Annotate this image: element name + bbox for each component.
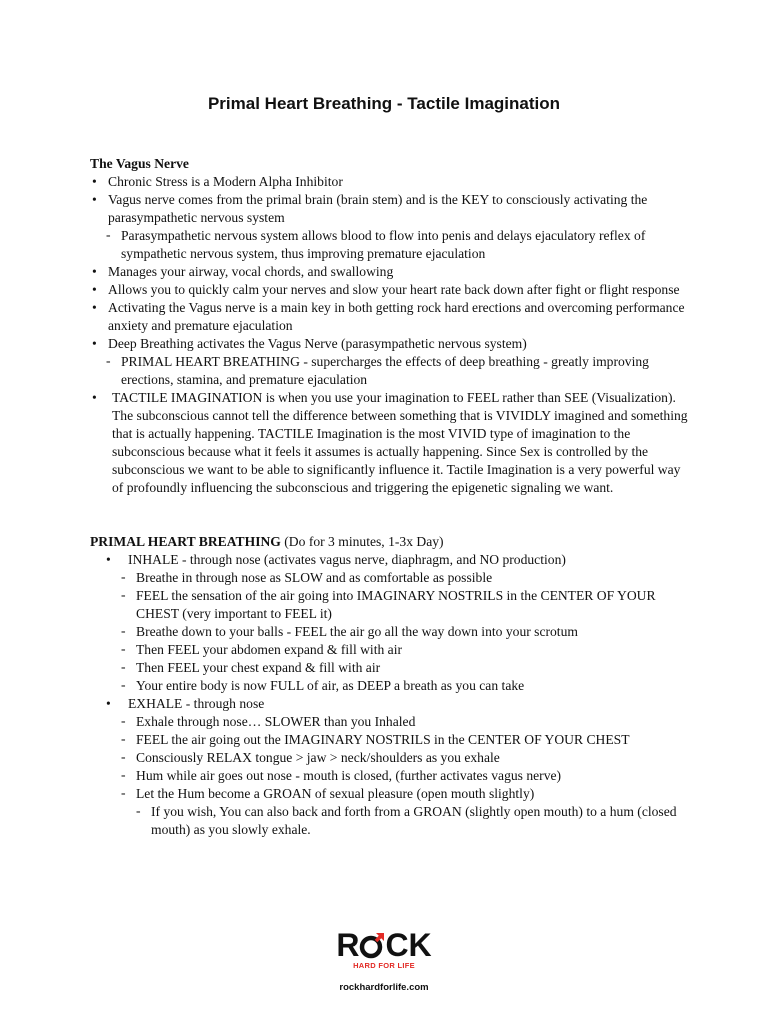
inhale-step: - Breathe down to your balls - FEEL the air go all the way down into your scrotum (90, 623, 690, 641)
logo-male-symbol-icon (359, 932, 385, 958)
document-body (90, 155, 690, 839)
inhale-step: - Then FEEL your abdomen expand & fill with air (90, 641, 690, 659)
inhale-item: • INHALE - through nose (activates vagus nerve, diaphragm, and NO production) (90, 551, 690, 569)
list-item: • Allows you to quickly calm your nerves and slow your heart rate back down after fight or flight response (90, 281, 690, 299)
logo-wordmark (334, 928, 434, 962)
vagus-heading: The Vagus Nerve (90, 156, 189, 171)
exhale-sub-step: - If you wish, You can also back and forth from a GROAN (slightly open mouth) to a hum (closed mouth) as you slowly exhale. (90, 803, 690, 839)
list-item: • Manages your airway, vocal chords, and swallowing (90, 263, 690, 281)
list-item: • TACTILE IMAGINATION is when you use your imagination to FEEL rather than SEE (Visualization). The subconscious cannot tell the difference between something that is VIVIDLY imagined and something that is actually happening. TACTILE Imagination is the most VIVID type of imagination to the subconscious because what it feels it assumes is actually happening. Since Sex is controlled by the subconscious we want to be able to significantly influence it. Tactile Imagination is a very powerful way of profoundly influencing the subconscious and triggering the epigenetic signaling we want. (90, 389, 690, 497)
list-item: • Chronic Stress is a Modern Alpha Inhibitor (90, 173, 690, 191)
breathing-heading-note: (Do for 3 minutes, 1-3x Day) (280, 534, 444, 549)
inhale-step: - Your entire body is now FULL of air, as DEEP a breath as you can take (90, 677, 690, 695)
page-title: Primal Heart Breathing - Tactile Imagination (207, 94, 561, 113)
logo-letter-r: R (336, 927, 360, 963)
breathing-heading-title: PRIMAL HEART BREATHING (90, 534, 281, 549)
exhale-item: • EXHALE - through nose (90, 695, 690, 713)
breathing-heading (90, 533, 690, 551)
exhale-step: - Let the Hum become a GROAN of sexual pleasure (open mouth slightly) (90, 785, 690, 803)
logo-letters-ck: CK (385, 927, 432, 963)
vagus-list (90, 173, 690, 497)
exhale-step: - Consciously RELAX tongue > jaw > neck/shoulders as you exhale (90, 749, 690, 767)
list-item: • Vagus nerve comes from the primal brain (brain stem) and is the KEY to consciously activating the parasympathetic nervous system (90, 191, 690, 227)
inhale-step: - Then FEEL your chest expand & fill with air (90, 659, 690, 677)
exhale-step: - FEEL the air going out the IMAGINARY NOSTRILS in the CENTER OF YOUR CHEST (90, 731, 690, 749)
rock-hard-for-life-logo (334, 928, 434, 970)
inhale-step: - Breathe in through nose as SLOW and as comfortable as possible (90, 569, 690, 587)
exhale-step: - Exhale through nose… SLOWER than you Inhaled (90, 713, 690, 731)
inhale-step: - FEEL the sensation of the air going into IMAGINARY NOSTRILS in the CENTER OF YOUR CHEST (very important to FEEL it) (90, 587, 690, 623)
exhale-step: - Hum while air goes out nose - mouth is closed, (further activates vagus nerve) (90, 767, 690, 785)
breathing-list (90, 551, 690, 839)
list-item: • Deep Breathing activates the Vagus Nerve (parasympathetic nervous system) (90, 335, 690, 353)
list-subitem: - PRIMAL HEART BREATHING - supercharges the effects of deep breathing - greatly improving erections, stamina, and premature ejaculation (90, 353, 690, 389)
list-subitem: - Parasympathetic nervous system allows blood to flow into penis and delays ejaculatory reflex of sympathetic nervous system, thus improving premature ejaculation (90, 227, 690, 263)
logo-tagline: HARD FOR LIFE (353, 961, 415, 970)
list-item: • Activating the Vagus nerve is a main key in both getting rock hard erections and overcoming performance anxiety and premature ejaculation (90, 299, 690, 335)
website-url: rockhardforlife.com (339, 982, 429, 993)
